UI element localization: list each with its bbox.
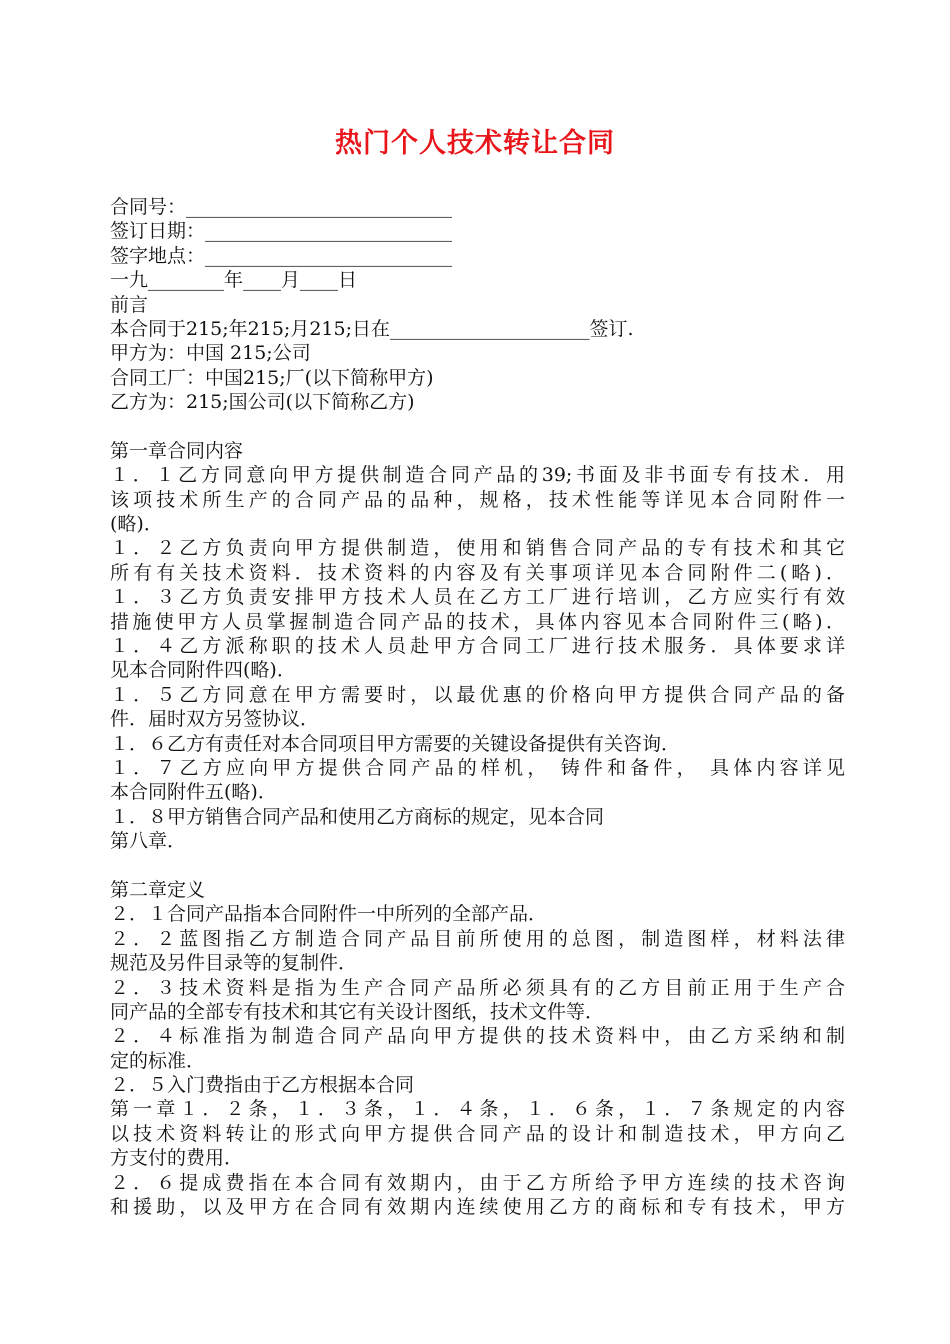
text-line: １．２乙方负责向甲方提供制造，使用和销售合同产品的专有技术和其它 <box>110 537 845 560</box>
blank-line <box>110 415 845 439</box>
text-line: 第八章． <box>110 830 187 853</box>
document-body <box>110 195 845 1219</box>
text-line: 第一章１．２条，１．３条，１．４条，１．６条，１．７条规定的内容 <box>110 1098 845 1121</box>
text-line: ２．４标准指为制造合同产品向甲方提供的技术资料中，由乙方采纳和制 <box>110 1025 845 1048</box>
text-line: (略)． <box>110 513 163 536</box>
text-line: ２．５入门费指由于乙方根据本合同 <box>110 1074 415 1097</box>
text-line: １．６乙方有责任对本合同项目甲方需要的关键设备提供有关咨询． <box>110 732 681 755</box>
text-line: １．８甲方销售合同产品和使用乙方商标的规定，见本合同 <box>110 805 605 828</box>
text-line: ２．３技术资料是指为生产合同产品所必须具有的乙方目前正用于生产合 <box>110 976 845 999</box>
text-line: 甲方为：中国 215;公司 <box>110 342 311 365</box>
text-line: 该项技术所生产的合同产品的品种，规格，技术性能等详见本合同附件一 <box>110 488 845 511</box>
text-line: 第一章合同内容 <box>110 439 244 462</box>
text-line: 本合同于215;年215;月215;日在_____________________签订. <box>110 317 634 340</box>
text-line: 合同号：____________________________ <box>110 196 453 218</box>
document-title: 热门个人技术转让合同 <box>335 128 615 159</box>
text-line: 见本合同附件四(略)． <box>110 659 296 682</box>
text-line: ２．６提成费指在本合同有效期内，由于乙方所给予甲方连续的技术咨询 <box>110 1171 845 1194</box>
text-line: 前言 <box>110 293 149 316</box>
blank-line <box>110 854 845 878</box>
text-line: 以技术资料转让的形式向甲方提供合同产品的设计和制造技术，甲方向乙 <box>110 1122 845 1145</box>
text-line: 乙方为：215;国公司(以下简称乙方) <box>110 391 415 414</box>
text-line: １．７乙方应向甲方提供合同产品的样机， 铸件和备件， 具体内容详见 <box>110 756 845 779</box>
text-line: 方支付的费用． <box>110 1147 244 1170</box>
text-line: 和援助，以及甲方在合同有效期内连续使用乙方的商标和专有技术，甲方 <box>110 1196 845 1219</box>
text-line: 第二章定义 <box>110 878 206 901</box>
text-line: 定的标准． <box>110 1049 206 1072</box>
text-line: 签字地点：__________________________ <box>110 244 453 267</box>
text-line: 一九________年____月____日 <box>110 269 358 292</box>
text-line: １．３乙方负责安排甲方技术人员在乙方工厂进行培训，乙方应实行有效 <box>110 586 845 609</box>
text-line: 件．届时双方另签协议． <box>110 708 320 731</box>
text-line: ２．２蓝图指乙方制造合同产品目前所使用的总图，制造图样，材料法律 <box>110 927 845 950</box>
text-line: ２．１合同产品指本合同附件一中所列的全部产品． <box>110 903 548 926</box>
text-line: 签订日期：__________________________ <box>110 220 453 243</box>
text-line: 所有有关技术资料．技术资料的内容及有关事项详见本合同附件二(略)． <box>110 561 845 584</box>
text-line: 措施使甲方人员掌握制造合同产品的技术，具体内容见本合同附件三(略)． <box>110 610 845 633</box>
text-line: １．４乙方派称职的技术人员赴甲方合同工厂进行技术服务．具体要求详 <box>110 635 845 658</box>
text-line: 规范及另件目录等的复制件． <box>110 952 358 975</box>
text-line: 本合同附件五(略)． <box>110 781 277 804</box>
text-line: １．１乙方同意向甲方提供制造合同产品的39;书面及非书面专有技术．用 <box>110 464 845 487</box>
text-line: 同产品的全部专有技术和其它有关设计图纸，技术文件等． <box>110 1000 605 1023</box>
text-line: １．５乙方同意在甲方需要时，以最优惠的价格向甲方提供合同产品的备 <box>110 683 845 706</box>
text-line: 合同工厂：中国215;厂(以下简称甲方) <box>110 366 434 389</box>
